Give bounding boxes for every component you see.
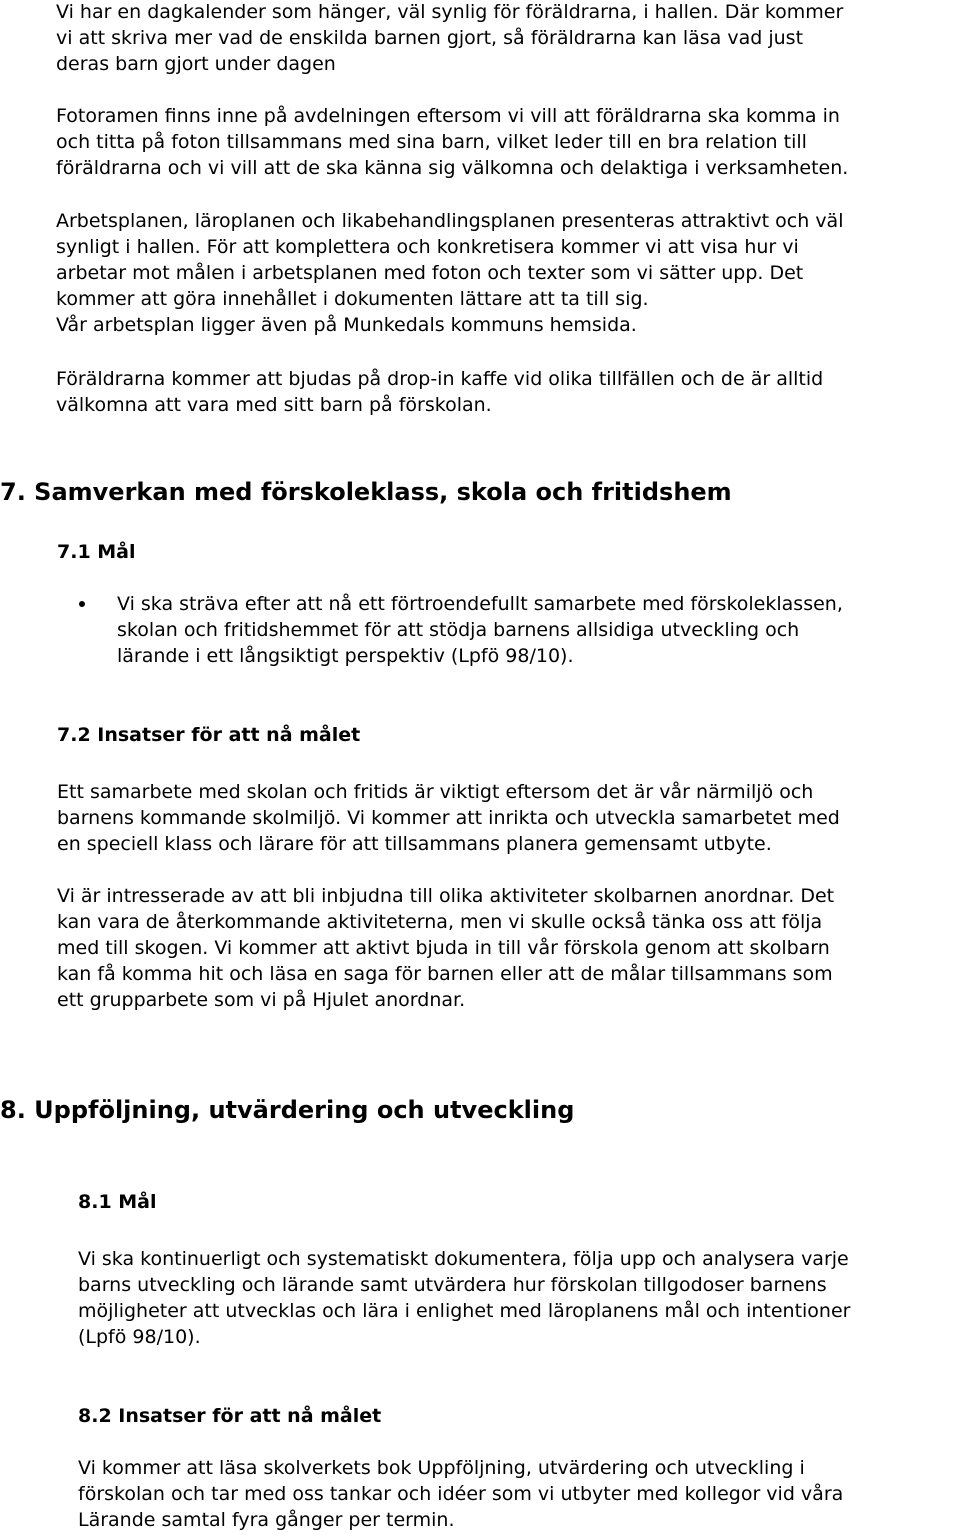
paragraph-school-activities: Vi är intresserade av att bli inbjudna till olika aktiviteter skolbarnen anordnar. Det kan vara de återkommande aktiviteterna, men vi skulle också tänka oss att följa med till skogen. Vi kommer att aktivt bjuda in till vår förskola genom att skolbarn kan få komma hit och läsa en saga för barnen eller att de målar tillsammans som ett grupparbete som vi på Hjulet anordnar. — [57, 885, 835, 1011]
bullet-icon — [79, 601, 85, 607]
paragraph-photo-frame: Fotoramen finns inne på avdelningen eftersom vi vill att föräldrarna ska komma in och titta på foton tillsammans med sina barn, vilket leder till en bra relation till föräldrarna och vi vill att de ska känna sig välkomna och delaktiga i verksamheten. — [56, 105, 849, 179]
bullet-item-7-1: Vi ska sträva efter att nå ett förtroendefullt samarbete med förskoleklassen, skolan och fritidshemmet för att stödja barnens allsidiga utveckling och lärande i ett långsiktigt perspektiv (Lpfö 98/10). — [117, 593, 843, 667]
paragraph-section-8-1: Vi ska kontinuerligt och systematiskt dokumentera, följa upp och analysera varje barns utveckling och lärande samt utvärdera hur förskolan tillgodoser barnens möjligheter att utvecklas och lära i enlighet med läroplanens mål och intentioner (Lpfö 98/10). — [78, 1248, 851, 1348]
paragraph-section-8-2: Vi kommer att läsa skolverkets bok Uppföljning, utvärdering och utveckling i förskolan och tar med oss tankar och idéer som vi utbyter med kollegor vid våra Lärande samtal fyra gånger per termin. — [78, 1457, 844, 1531]
section-8-heading: 8. Uppföljning, utvärdering och utveckling — [0, 1096, 575, 1124]
paragraph-day-calendar: Vi har en dagkalender som hänger, väl synlig för föräldrarna, i hallen. Där kommer vi att skriva mer vad de enskilda barnen gjort, så föräldrarna kan läsa vad just deras barn gjort under dagen — [56, 1, 844, 75]
section-8-2-heading: 8.2 Insatser för att nå målet — [78, 1405, 382, 1427]
paragraph-school-collaboration: Ett samarbete med skolan och fritids är viktigt eftersom det är vår närmiljö och barnens kommande skolmiljö. Vi kommer att inrikta och utveckla samarbetet med en speciell klass och lärare för att tillsammans planera gemensamt utbyte. — [57, 781, 840, 855]
section-7-1-heading: 7.1 Mål — [57, 541, 136, 563]
section-7-heading: 7. Samverkan med förskoleklass, skola och fritidshem — [0, 478, 732, 506]
section-8-1-heading: 8.1 Mål — [78, 1191, 157, 1213]
section-7-2-heading: 7.2 Insatser för att nå målet — [57, 724, 361, 746]
paragraph-drop-in-coffee: Föräldrarna kommer att bjudas på drop-in kaffe vid olika tillfällen och de är alltid välkomna att vara med sitt barn på förskolan. — [56, 368, 824, 416]
paragraph-work-plan: Arbetsplanen, läroplanen och likabehandlingsplanen presenteras attraktivt och väl synligt i hallen. För att komplettera och konkretisera kommer vi att visa hur vi arbetar mot målen i arbetsplanen med foton och texter som vi sätter upp. Det kommer att göra innehållet i dokumenten lättare att ta till sig. Vår arbetsplan ligger även på Munkedals kommuns hemsida. — [56, 210, 844, 336]
